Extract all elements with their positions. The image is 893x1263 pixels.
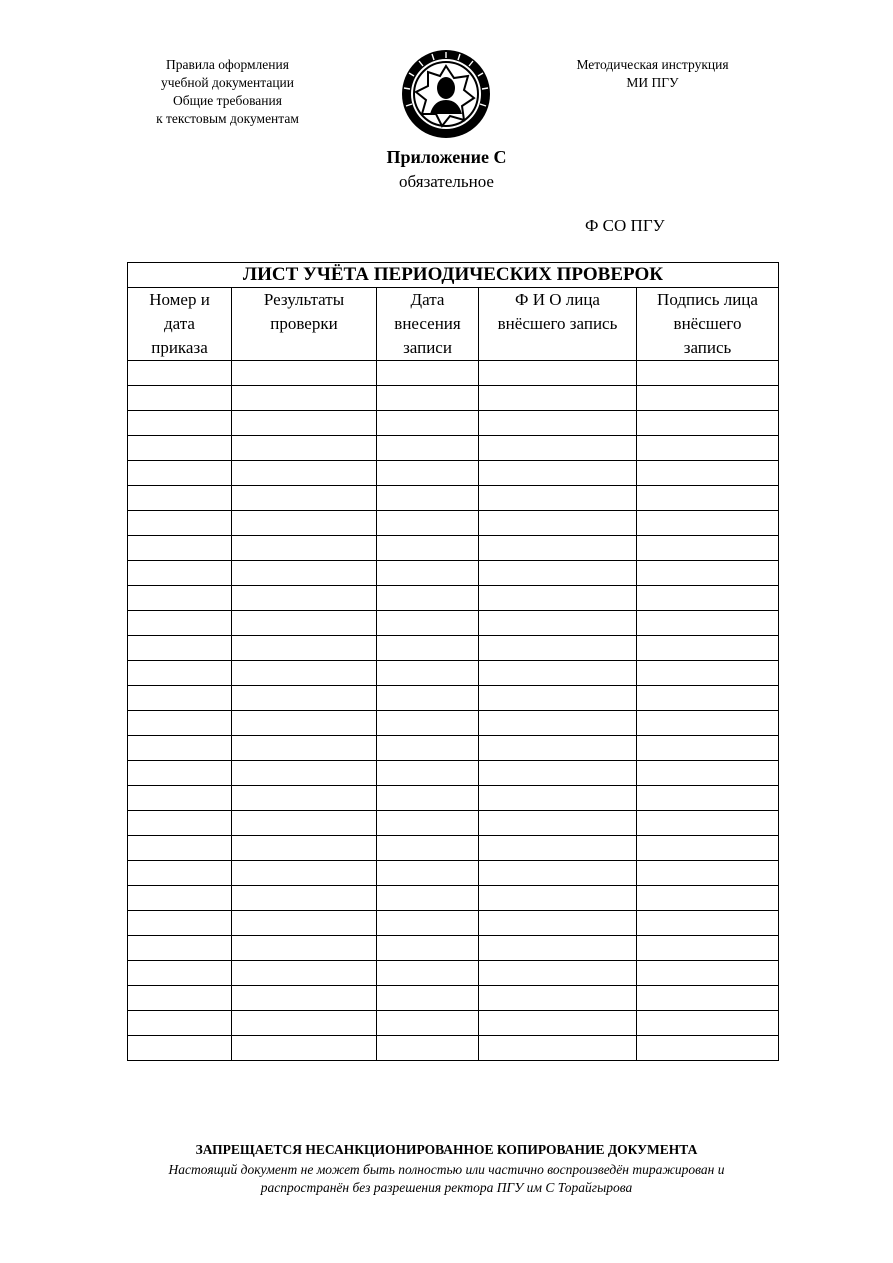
table-row bbox=[128, 686, 779, 711]
table-cell bbox=[377, 736, 479, 761]
table-cell bbox=[232, 961, 377, 986]
table-cell bbox=[232, 886, 377, 911]
table-cell bbox=[128, 986, 232, 1011]
table-cell bbox=[232, 511, 377, 536]
header-line: дата bbox=[164, 314, 195, 333]
table-cell bbox=[128, 436, 232, 461]
header-left-block bbox=[135, 56, 320, 128]
table-row bbox=[128, 536, 779, 561]
table-row bbox=[128, 411, 779, 436]
table-cell bbox=[128, 486, 232, 511]
table-cell bbox=[232, 836, 377, 861]
table-cell bbox=[128, 1011, 232, 1036]
table-cell bbox=[479, 911, 637, 936]
table-cell bbox=[637, 911, 779, 936]
table-cell bbox=[637, 811, 779, 836]
table-cell bbox=[232, 611, 377, 636]
table-cell bbox=[232, 461, 377, 486]
table-cell bbox=[232, 386, 377, 411]
table-row bbox=[128, 561, 779, 586]
table-cell bbox=[377, 586, 479, 611]
table-cell bbox=[479, 511, 637, 536]
table-cell bbox=[479, 461, 637, 486]
table-cell bbox=[637, 411, 779, 436]
table-cell bbox=[377, 386, 479, 411]
table-cell bbox=[232, 361, 377, 386]
table-cell bbox=[637, 536, 779, 561]
table-cell bbox=[377, 561, 479, 586]
table-cell bbox=[479, 636, 637, 661]
header-line: Результаты bbox=[263, 290, 345, 309]
table-cell bbox=[232, 986, 377, 1011]
table-cell bbox=[232, 561, 377, 586]
header-line: приказа bbox=[151, 338, 208, 357]
table-cell bbox=[377, 511, 479, 536]
header-line: запись bbox=[683, 338, 732, 357]
table-cell bbox=[377, 436, 479, 461]
table-cell bbox=[232, 536, 377, 561]
table-cell bbox=[637, 786, 779, 811]
table-row bbox=[128, 611, 779, 636]
table-cell bbox=[637, 661, 779, 686]
table-cell bbox=[637, 1036, 779, 1061]
table-cell bbox=[377, 686, 479, 711]
inspection-log-table bbox=[127, 262, 779, 1061]
table-cell bbox=[128, 386, 232, 411]
header-line: Ф И О лица bbox=[515, 290, 600, 309]
table-cell bbox=[637, 511, 779, 536]
table-cell bbox=[637, 711, 779, 736]
table-cell bbox=[637, 986, 779, 1011]
table-cell bbox=[479, 886, 637, 911]
table-cell bbox=[128, 536, 232, 561]
table-row bbox=[128, 811, 779, 836]
table-cell bbox=[128, 936, 232, 961]
table-cell bbox=[377, 886, 479, 911]
table-row bbox=[128, 736, 779, 761]
table-row bbox=[128, 961, 779, 986]
table-cell bbox=[637, 611, 779, 636]
column-header-signature bbox=[637, 288, 779, 361]
table-cell bbox=[479, 586, 637, 611]
table-row bbox=[128, 1036, 779, 1061]
table-cell bbox=[479, 936, 637, 961]
table-cell bbox=[637, 686, 779, 711]
table-cell bbox=[128, 811, 232, 836]
table-cell bbox=[479, 436, 637, 461]
copy-note-line: Настоящий документ не может быть полностью или частично воспроизведён тиражирован и bbox=[168, 1162, 725, 1177]
table-cell bbox=[479, 861, 637, 886]
table-row bbox=[128, 511, 779, 536]
table-row bbox=[128, 911, 779, 936]
table-cell bbox=[128, 886, 232, 911]
table-row bbox=[128, 636, 779, 661]
table-cell bbox=[128, 461, 232, 486]
table-cell bbox=[232, 586, 377, 611]
table-row bbox=[128, 661, 779, 686]
table-cell bbox=[232, 761, 377, 786]
column-header-date bbox=[377, 288, 479, 361]
copy-note bbox=[0, 1161, 893, 1197]
table-cell bbox=[377, 361, 479, 386]
table-cell bbox=[377, 636, 479, 661]
table-row bbox=[128, 361, 779, 386]
university-seal-icon bbox=[400, 48, 492, 140]
header-line: записи bbox=[403, 338, 452, 357]
header-left-line: Общие требования bbox=[173, 93, 282, 108]
form-code: Ф СО ПГУ bbox=[585, 216, 665, 235]
table-row bbox=[128, 461, 779, 486]
table-title: ЛИСТ УЧЁТА ПЕРИОДИЧЕСКИХ ПРОВЕРОК bbox=[128, 263, 779, 288]
table-cell bbox=[479, 711, 637, 736]
table-cell bbox=[232, 861, 377, 886]
table-cell bbox=[128, 686, 232, 711]
table-cell bbox=[479, 611, 637, 636]
table-cell bbox=[232, 786, 377, 811]
table-cell bbox=[637, 561, 779, 586]
table-row bbox=[128, 861, 779, 886]
copy-note-line: распространён без разрешения ректора ПГУ им С Торайгырова bbox=[260, 1180, 633, 1195]
table-cell bbox=[128, 511, 232, 536]
table-cell bbox=[479, 561, 637, 586]
table-cell bbox=[479, 961, 637, 986]
table-cell bbox=[232, 711, 377, 736]
table-row bbox=[128, 386, 779, 411]
table-cell bbox=[232, 1011, 377, 1036]
table-cell bbox=[479, 761, 637, 786]
header-line: внёсшего bbox=[673, 314, 742, 333]
header-left-line: Правила оформления bbox=[166, 57, 289, 72]
table-row bbox=[128, 836, 779, 861]
table-cell bbox=[128, 786, 232, 811]
table-cell bbox=[377, 986, 479, 1011]
table-cell bbox=[637, 436, 779, 461]
table-cell bbox=[232, 436, 377, 461]
table-row bbox=[128, 486, 779, 511]
table-cell bbox=[128, 861, 232, 886]
table-cell bbox=[232, 411, 377, 436]
table-cell bbox=[637, 486, 779, 511]
table-cell bbox=[128, 1036, 232, 1061]
table-cell bbox=[637, 1011, 779, 1036]
header-line: внесения bbox=[394, 314, 461, 333]
table-cell bbox=[377, 786, 479, 811]
appendix-subtitle: обязательное bbox=[399, 172, 494, 191]
table-cell bbox=[479, 486, 637, 511]
table-cell bbox=[128, 961, 232, 986]
table-cell bbox=[479, 1036, 637, 1061]
table-row bbox=[128, 936, 779, 961]
table-cell bbox=[128, 361, 232, 386]
header-line: Дата bbox=[410, 290, 445, 309]
table-row bbox=[128, 586, 779, 611]
table-cell bbox=[377, 811, 479, 836]
header-right-line: Методическая инструкция bbox=[576, 57, 729, 72]
table-row bbox=[128, 1011, 779, 1036]
table-cell bbox=[128, 661, 232, 686]
table-cell bbox=[637, 861, 779, 886]
table-cell bbox=[377, 1011, 479, 1036]
table-cell bbox=[637, 836, 779, 861]
table-cell bbox=[232, 811, 377, 836]
table-cell bbox=[637, 636, 779, 661]
table-cell bbox=[637, 761, 779, 786]
table-cell bbox=[128, 736, 232, 761]
table-cell bbox=[479, 536, 637, 561]
table-cell bbox=[637, 936, 779, 961]
table-cell bbox=[377, 761, 479, 786]
header-right-line: МИ ПГУ bbox=[626, 75, 679, 90]
table-cell bbox=[128, 711, 232, 736]
table-cell bbox=[377, 1036, 479, 1061]
table-cell bbox=[377, 911, 479, 936]
table-cell bbox=[128, 636, 232, 661]
table-cell bbox=[637, 961, 779, 986]
table-cell bbox=[479, 1011, 637, 1036]
table-cell bbox=[479, 786, 637, 811]
table-cell bbox=[128, 761, 232, 786]
table-cell bbox=[377, 486, 479, 511]
table-cell bbox=[637, 586, 779, 611]
table-cell bbox=[128, 611, 232, 636]
table-row bbox=[128, 986, 779, 1011]
table-cell bbox=[377, 961, 479, 986]
table-cell bbox=[377, 861, 479, 886]
table-cell bbox=[377, 661, 479, 686]
table-row bbox=[128, 886, 779, 911]
table-cell bbox=[377, 711, 479, 736]
header-line: Подпись лица bbox=[657, 290, 758, 309]
header-left-line: учебной документации bbox=[160, 75, 295, 90]
table-cell bbox=[128, 586, 232, 611]
table-cell bbox=[479, 386, 637, 411]
column-header-results bbox=[232, 288, 377, 361]
copy-warning: ЗАПРЕЩАЕТСЯ НЕСАНКЦИОНИРОВАННОЕ КОПИРОВАНИЕ ДОКУМЕНТА bbox=[195, 1142, 698, 1157]
table-cell bbox=[377, 461, 479, 486]
table-cell bbox=[232, 636, 377, 661]
table-cell bbox=[232, 661, 377, 686]
table-cell bbox=[479, 736, 637, 761]
table-cell bbox=[232, 736, 377, 761]
table-cell bbox=[232, 486, 377, 511]
table-row bbox=[128, 761, 779, 786]
table-cell bbox=[377, 936, 479, 961]
table-cell bbox=[232, 686, 377, 711]
table-row bbox=[128, 436, 779, 461]
header-left-line: к текстовым документам bbox=[156, 111, 299, 126]
table-cell bbox=[232, 936, 377, 961]
table-cell bbox=[637, 886, 779, 911]
header-line: внёсшего запись bbox=[497, 314, 618, 333]
table-cell bbox=[479, 686, 637, 711]
table-cell bbox=[232, 911, 377, 936]
table-row bbox=[128, 786, 779, 811]
header-right-block bbox=[555, 56, 750, 92]
table-cell bbox=[479, 836, 637, 861]
appendix-title: Приложение С bbox=[386, 147, 507, 167]
table-cell bbox=[377, 536, 479, 561]
table-cell bbox=[377, 411, 479, 436]
table-cell bbox=[128, 836, 232, 861]
table-cell bbox=[479, 361, 637, 386]
table-cell bbox=[479, 986, 637, 1011]
table-row bbox=[128, 711, 779, 736]
table-cell bbox=[377, 836, 479, 861]
table-cell bbox=[637, 461, 779, 486]
table-cell bbox=[128, 561, 232, 586]
header-line: Номер и bbox=[149, 290, 210, 309]
table-cell bbox=[637, 736, 779, 761]
column-header-name bbox=[479, 288, 637, 361]
table-cell bbox=[479, 411, 637, 436]
table-cell bbox=[479, 811, 637, 836]
column-header-order bbox=[128, 288, 232, 361]
table-cell bbox=[128, 411, 232, 436]
table-cell bbox=[377, 611, 479, 636]
table-cell bbox=[637, 361, 779, 386]
table-cell bbox=[128, 911, 232, 936]
table-cell bbox=[232, 1036, 377, 1061]
header-line: проверки bbox=[270, 314, 338, 333]
table-cell bbox=[637, 386, 779, 411]
table-cell bbox=[479, 661, 637, 686]
